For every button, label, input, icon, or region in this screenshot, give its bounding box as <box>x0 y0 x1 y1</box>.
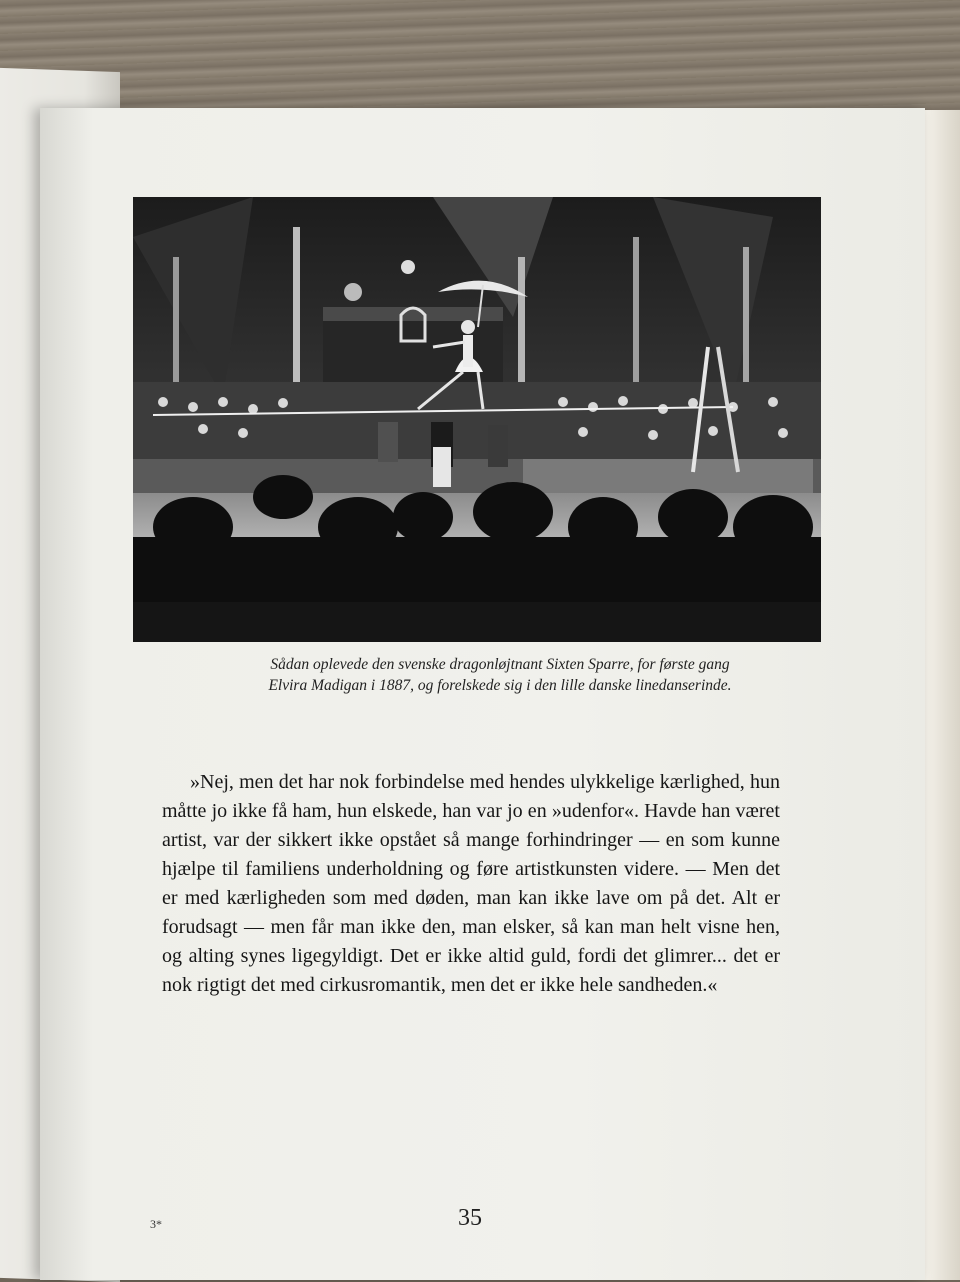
caption-line-2: Elvira Madigan i 1887, og forelskede sig i den lille danske linedanserinde. <box>268 677 732 694</box>
caption-line-1: Sådan oplevede den svenske dragonløjtnant Sixten Sparre, for første gang <box>270 656 730 673</box>
circus-tightrope-photo-icon <box>133 197 821 642</box>
photo-caption <box>150 654 850 696</box>
page-number: 35 <box>458 1205 482 1231</box>
signature-mark: 3* <box>150 1217 162 1231</box>
body-paragraph: »Nej, men det har nok forbindelse med hendes ulykkelige kærlighed, hun måtte jo ikke få ham, hun elskede, han var jo en »udenfor«. Havde han været artist, var der sikkert ikke opstået så mange forhindringer — en som kunne hjælpe til familiens underholdning og føre artistkunsten videre. — Men det er med kærligheden som med døden, man kan ikke lave om på det. Alt er forudsagt — men får man ikke den, man elsker, så kan man helt visne hen, og alting synes ligegyldigt. Det er ikke altid guld, fordi det glimrer... det er nok rigtigt det med cirkusromantik, men det er ikke hele sandheden.« <box>162 771 780 996</box>
body-text <box>162 768 780 1000</box>
